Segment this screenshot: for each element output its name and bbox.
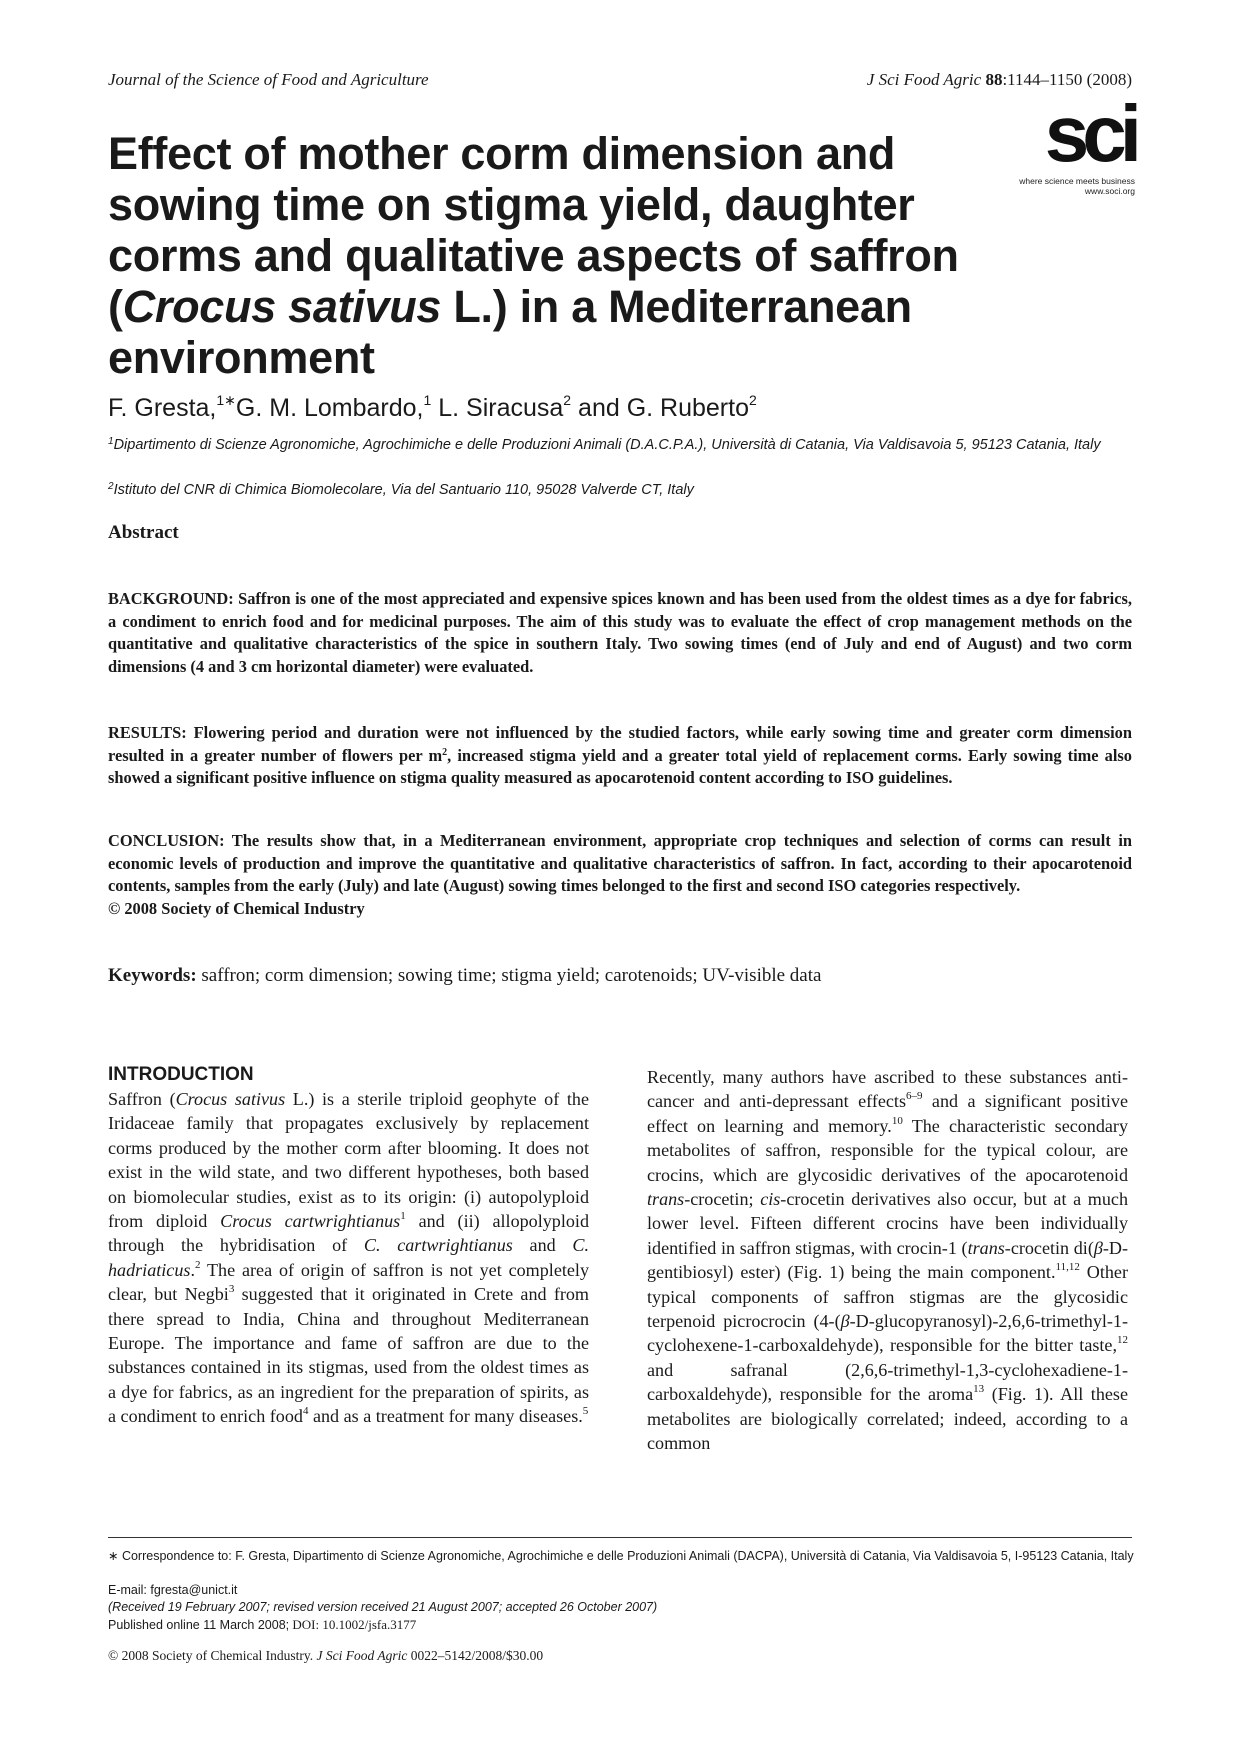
text-run: -crocetin di(	[1004, 1237, 1094, 1258]
intro-paragraph-left	[108, 1087, 589, 1429]
author-name: G. M. Lombardo,	[235, 394, 424, 422]
author-list	[108, 392, 757, 423]
journal-running-head: Journal of the Science of Food and Agriculture	[108, 70, 429, 89]
citation-running-head	[867, 70, 1132, 90]
italic-text: Crocus cartwrightianus	[220, 1211, 401, 1232]
italic-text: trans	[967, 1237, 1005, 1258]
citation-superscript: 12	[1117, 1334, 1128, 1347]
footnote-divider	[108, 1537, 1132, 1538]
footnote-email: E-mail: fgresta@unict.it	[108, 1583, 238, 1597]
italic-text: C. hadriaticus	[108, 1235, 589, 1280]
page-footer-copyright	[108, 1648, 543, 1664]
footnote-published-date: Published online 11 March 2008;	[108, 1618, 290, 1632]
citation-superscript: 6–9	[906, 1090, 923, 1103]
italic-text: β	[840, 1311, 850, 1332]
citation-superscript: 13	[973, 1383, 985, 1396]
text-run: and as a treatment for many diseases.	[308, 1406, 583, 1427]
intro-column-left	[108, 1063, 589, 1429]
author-name: and G. Ruberto	[571, 394, 749, 422]
abstract-results-superscript: 2	[442, 746, 448, 758]
keywords	[108, 965, 821, 987]
footer-journal: J Sci Food Agric	[316, 1648, 408, 1663]
footnote-dates: (Received 19 February 2007; revised version received 21 August 2007; accepted 26 October 2007)	[108, 1600, 658, 1614]
italic-text: C. cartwrightianus	[363, 1235, 513, 1256]
author-affiliation-mark: 1	[423, 392, 432, 408]
affiliation-mark: 2	[108, 481, 114, 492]
sci-logo	[1005, 89, 1135, 196]
citation-superscript: 11,12	[1055, 1261, 1080, 1274]
citation-superscript: 1	[400, 1210, 406, 1223]
footnote-published	[108, 1616, 1140, 1634]
keywords-label: Keywords:	[108, 965, 197, 986]
citation-journal: J Sci Food Agric	[866, 70, 982, 89]
italic-text: β	[1093, 1237, 1103, 1258]
abstract-results-text: RESULTS: Flowering period and duration were not influenced by the studied factors, while early sowing time and greater corm dimension resulted in a greater number of flowers per m	[108, 723, 1132, 765]
text-run: -crocetin;	[684, 1189, 761, 1210]
abstract-results	[108, 722, 1132, 790]
text-run: -D-glucopyranosyl)-2,6,6-trimethyl-1-cyclohexene-1-carboxaldehyde), responsible for the bitter taste,	[647, 1311, 1128, 1356]
sci-logo-mark: sci	[1044, 89, 1135, 178]
text-run: The area of origin of saffron is not yet completely clear, but Negbi	[108, 1259, 589, 1305]
citation-superscript: 5	[582, 1405, 589, 1418]
text-run: The characteristic secondary metabolites of saffron, responsible for the typical colour, are crocins, which are glycosidic derivatives of the apocarotenoid	[647, 1115, 1129, 1185]
affiliation	[108, 476, 1140, 501]
text-run: Other typical components of saffron stigmas are the glycosidic terpenoid picrocrocin (4-(	[647, 1262, 1128, 1332]
footer-issn: 0022–5142/2008/$30.00	[407, 1648, 544, 1663]
abstract-heading: Abstract	[108, 522, 179, 543]
title-part2: L.) in a Mediterranean environment	[108, 281, 912, 383]
text-run: and	[512, 1235, 573, 1256]
text-run: L.) is a sterile triploid geophyte of the Iridaceae family that propagates exclusively by replacement corms produced by the mother corm after blooming. It does not exist in the wild state, and two different hypotheses, both based on biomolecular studies, exist as to its origin: (i) autopolyploid from diploid	[108, 1089, 589, 1232]
intro-column-right	[647, 1065, 1128, 1456]
citation-superscript: 4	[302, 1405, 309, 1418]
intro-paragraph-right	[647, 1065, 1128, 1456]
citation-superscript: 3	[228, 1283, 235, 1296]
abstract-results-text-cont: , increased stigma yield and a greater total yield of replacement corms. Early sowing time also showed a significant positive influence on stigma quality measured as apocarotenoid content according to ISO guidelines.	[108, 745, 1133, 787]
footer-copyright-text: © 2008 Society of Chemical Industry.	[108, 1648, 317, 1663]
italic-text: cis	[760, 1189, 781, 1210]
text-run: Saffron (	[108, 1089, 176, 1109]
citation-pages: :1144–1150 (2008)	[1002, 70, 1132, 89]
text-run: Recently, many authors have ascribed to these substances anti-cancer and anti-depressant effects	[647, 1067, 1128, 1112]
citation-superscript: 10	[891, 1114, 903, 1127]
italic-text: trans	[647, 1189, 685, 1210]
affiliation-text: Istituto del CNR di Chimica Biomolecolare, Via del Santuario 110, 95028 Valverde CT, Italy	[113, 482, 694, 498]
intro-heading: INTRODUCTION	[108, 1064, 254, 1085]
text-run: (Fig. 1). All these metabolites are biologically correlated; indeed, according to a common	[647, 1384, 1128, 1454]
author-affiliation-mark: 2	[563, 392, 572, 408]
text-run: suggested that it originated in Crete and from there spread to India, China and throughout Mediterranean Europe. The importance and fame of saffron are due to the substances contained in its stigmas, used from the oldest times as a dye for fabrics, as an ingredient for the preparation of spirits, as a condiment to enrich food	[108, 1284, 589, 1427]
citation-volume: 88	[985, 70, 1003, 89]
text-run: .	[190, 1259, 195, 1280]
author-affiliation-mark: 1∗	[216, 392, 236, 408]
text-run: -crocetin derivatives also occur, but at a much lower level. Fifteen different crocins have been individually identified in saffron stigmas, with crocin-1 (	[647, 1189, 1129, 1258]
article-title	[108, 128, 1008, 383]
author-name: L. Siracusa	[431, 394, 564, 422]
abstract-copyright: © 2008 Society of Chemical Industry	[108, 898, 365, 918]
text-run: -D-gentibiosyl) ester) (Fig. 1) being the main component.	[647, 1237, 1128, 1283]
text-run: and (ii) allopolyploid through the hybridisation of	[108, 1211, 589, 1256]
text-run: and safranal (2,6,6-trimethyl-1,3-cyclohexadiene-1-carboxaldehyde), responsible for the aroma	[647, 1359, 1128, 1405]
sci-logo-tagline-text: where science meets business	[1019, 176, 1135, 186]
footnote-doi: DOI: 10.1002/jsfa.3177	[289, 1617, 417, 1632]
citation-superscript: 2	[194, 1258, 201, 1271]
sci-logo-tagline	[1019, 176, 1135, 196]
title-species: Crocus sativus	[122, 281, 442, 332]
keywords-text: saffron; corm dimension; sowing time; stigma yield; carotenoids; UV-visible data	[196, 965, 822, 986]
abstract-conclusion	[108, 830, 1132, 920]
italic-text: Crocus sativus	[175, 1089, 286, 1109]
affiliation	[108, 431, 1140, 456]
abstract-conclusion-text: CONCLUSION: The results show that, in a Mediterranean environment, appropriate crop techniques and selection of corms can result in economic levels of production and improve the quantitative and qualitative characteristics of saffron. In fact, according to their apocarotenoid contents, samples from the early (July) and late (August) sowing times belonged to the first and second ISO categories respectively.	[108, 831, 1132, 895]
sci-logo-url: www.soci.org	[1084, 186, 1135, 196]
footnote-correspondence: ∗ Correspondence to: F. Gresta, Dipartimento di Scienze Agronomiche, Agrochimiche e delle Produzioni Animali (DACPA), Università di Catania, Via Valdisavoia 5, I-95123 Catania, Italy	[108, 1549, 1134, 1563]
author-name: F. Gresta,	[108, 394, 217, 422]
affiliation-mark: 1	[108, 436, 114, 447]
text-run: and a significant positive effect on learning and memory.	[647, 1091, 1129, 1136]
author-affiliation-mark: 2	[748, 392, 757, 408]
affiliation-text: Dipartimento di Scienze Agronomiche, Agrochimiche e delle Produzioni Animali (D.A.C.P.A.), Università di Catania, Via Valdisavoia 5, 95123 Catania, Italy	[113, 437, 1101, 453]
abstract-background: BACKGROUND: Saffron is one of the most appreciated and expensive spices known and has been used from the oldest times as a dye for fabrics, a condiment to enrich food and for medicinal purposes. The aim of this study was to evaluate the effect of crop management methods on the quantitative and qualitative characteristics of the spice in southern Italy. Two sowing times (end of July and end of August) and two corm dimensions (4 and 3 cm horizontal diameter) were evaluated.	[108, 589, 1132, 676]
title-part1: Effect of mother corm dimension and sowing time on stigma yield, daughter corms and qualitative aspects of saffron (	[108, 128, 959, 332]
